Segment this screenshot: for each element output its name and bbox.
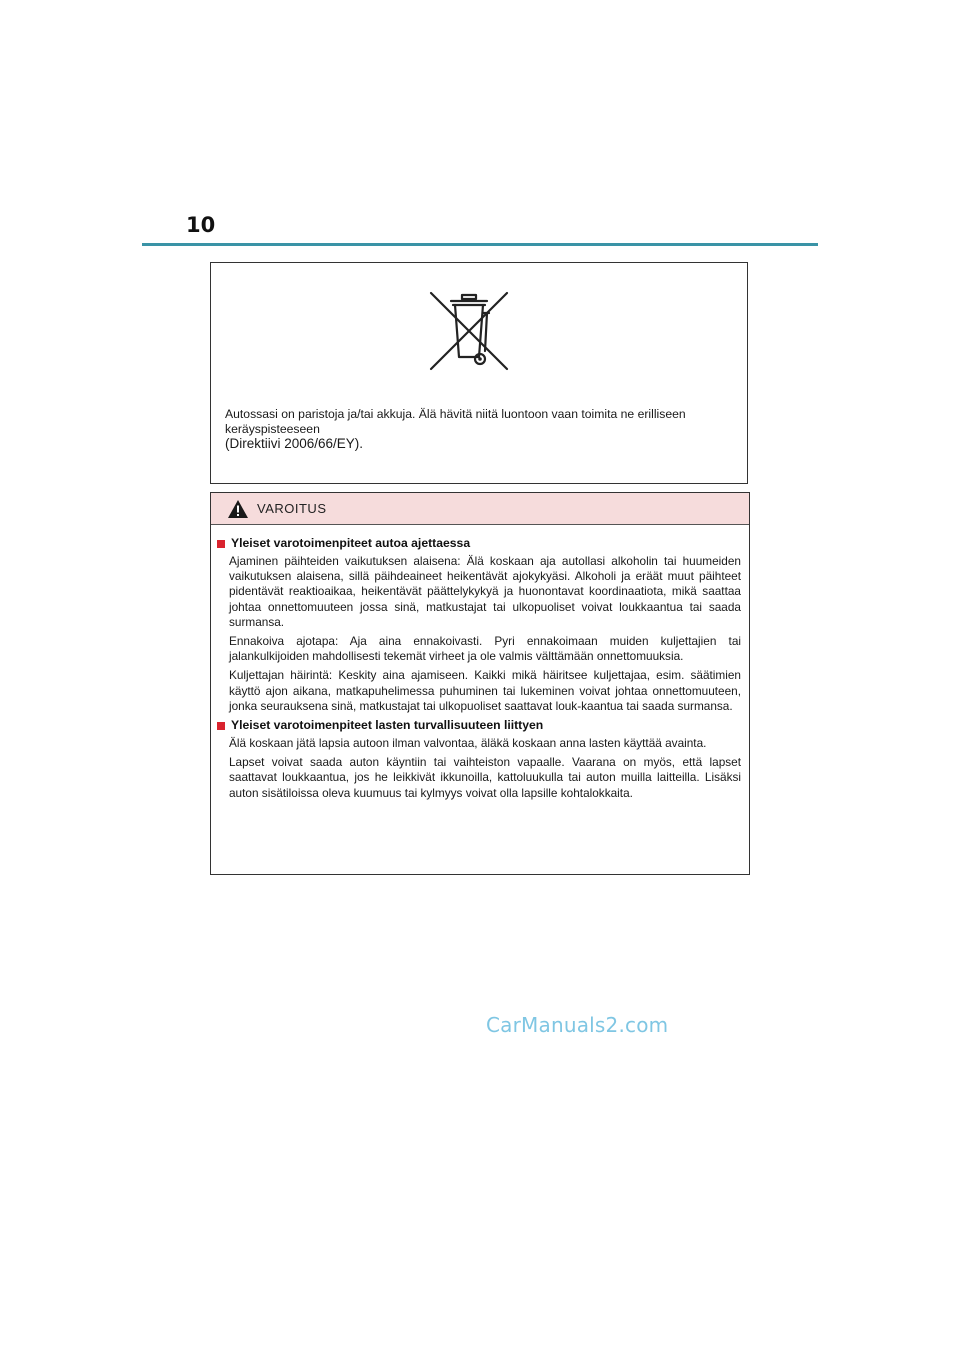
warning-body [217, 536, 741, 805]
crossed-out-wheelie-bin-icon [427, 289, 511, 373]
red-square-bullet-icon [217, 540, 225, 548]
paragraph-defensive-driving: Ennakoiva ajotapa: Aja aina ennakoivasti. Pyri ennakoimaan muiden kuljettajien tai jalankulkijoiden mahdollisesti tekemät virheet ja ole valmis välttämään onnettomuuksia. [229, 634, 741, 664]
paragraph-driver-distraction: Kuljettajan häirintä: Keskity aina ajamiseen. Kaikki mikä häiritsee kuljettajaa, esim. säätimien käyttö ajon aikana, matkapuhelimessa puhuminen tai lukeminen voivat johtaa onnettomuuteen, jonka seurauksena sinä, matkustajat tai ulkopuoliset saattavat louk-kaantua tai saada surmansa. [229, 668, 741, 713]
header-rule [142, 243, 818, 246]
section-heading-driving [217, 536, 741, 551]
page-number: 10 [186, 213, 216, 237]
red-square-bullet-icon [217, 722, 225, 730]
section-heading-text: Yleiset varotoimenpiteet lasten turvallisuuteen liittyen [231, 718, 544, 733]
section-heading-child-safety [217, 718, 741, 733]
directive-reference: (Direktiivi 2006/66/EY). [225, 436, 364, 451]
warning-title: VAROITUS [257, 501, 327, 516]
watermark: CarManuals2.com [486, 1013, 669, 1037]
paragraph-children-unattended: Älä koskaan jätä lapsia autoon ilman valvontaa, äläkä koskaan anna lasten käyttää avainta. [229, 736, 707, 751]
warning-triangle-icon [227, 499, 249, 519]
paragraph-children-risks: Lapset voivat saada auton käyntiin tai vaihteiston vapaalle. Vaarana on myös, että lapset saattavat loukkaantua, jos he leikkivät ikkunoilla, kattoluukulla tai auton muilla laitteilla. Lisäksi auton sisätiloissa oleva kuumuus tai kylmyys voivat olla lapsille kohtalokkaita. [229, 755, 741, 800]
warning-box [210, 492, 750, 875]
disposal-line-2: keräyspisteeseen [225, 421, 320, 436]
disposal-line-1: Autossasi on paristoja ja/tai akkuja. Älä hävitä niitä luontoon vaan toimita ne erilliseen [225, 407, 686, 421]
warning-header [211, 493, 749, 525]
battery-disposal-notice [210, 262, 748, 484]
paragraph-intoxicated-driving: Ajaminen päihteiden vaikutuksen alaisena: Älä koskaan aja autollasi alkoholin tai huumeiden vaikutuksen alaisena, sillä päihdeaineet heikentävät ajokykyäsi. Alkoholi ja eräät muut päihteet pidentävät reaktioaikaa, heikentävät päättelykykyä ja huonontavat koordinaatiota, mikä saattaa johtaa onnettomuuteen jossa sinä, matkustajat tai ulkopuoliset voivat loukkaantua tai saada surmansa. [229, 554, 741, 629]
disposal-text [225, 407, 735, 452]
section-heading-text: Yleiset varotoimenpiteet autoa ajettaessa [231, 536, 471, 550]
